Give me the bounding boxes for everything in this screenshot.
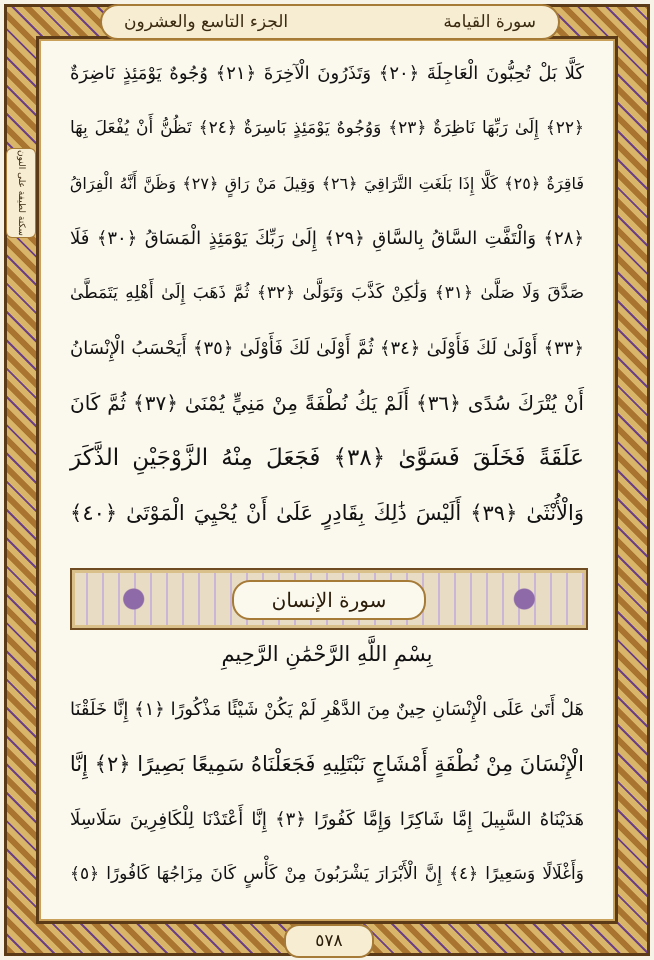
text-line: أَنْ يُتْرَكَ سُدًى ﴿٣٦﴾ أَلَمْ يَكُ نُطْفَةً مِنْ مَنِيٍّ يُمْنَىٰ ﴿٣٧﴾ ثُمَّ كَانَ [70, 391, 584, 415]
page-number-text: ٥٧٨ [315, 931, 343, 951]
text-line: وَأَغْلَالًا وَسَعِيرًا ﴿٤﴾ إِنَّ الْأَبْرَارَ يَشْرَبُونَ مِنْ كَأْسٍ كَانَ مِزَاجُهَا كَافُورًا ﴿٥﴾ [70, 864, 584, 884]
text-line: صَدَّقَ وَلَا صَلَّىٰ ﴿٣١﴾ وَلَٰكِنْ كَذَّبَ وَتَوَلَّىٰ ﴿٣٢﴾ ثُمَّ ذَهَبَ إِلَىٰ أَهْلِهِ يَتَمَطَّىٰ [70, 283, 584, 303]
margin-note-text: سكتة لطيفة على النون [16, 150, 26, 236]
margin-note [6, 148, 36, 238]
surah-name-header: سورة القيامة [443, 12, 536, 32]
surah-title: سورة الإنسان [271, 588, 387, 612]
text-line: عَلَقَةً فَخَلَقَ فَسَوَّىٰ ﴿٣٨﴾ فَجَعَلَ مِنْهُ الزَّوْجَيْنِ الذَّكَرَ [70, 445, 585, 471]
text-line: هَدَيْنَاهُ السَّبِيلَ إِمَّا شَاكِرًا وَإِمَّا كَفُورًا ﴿٣﴾ إِنَّا أَعْتَدْنَا لِلْكَافِرِينَ سَلَاسِلَا [70, 809, 584, 830]
text-line: وَالْأُنْثَىٰ ﴿٣٩﴾ أَلَيْسَ ذَٰلِكَ بِقَادِرٍ عَلَىٰ أَنْ يُحْيِيَ الْمَوْتَىٰ ﴿٤٠﴾ [70, 501, 584, 525]
text-line: كَلَّا بَلْ تُحِبُّونَ الْعَاجِلَةَ ﴿٢٠﴾ وَتَذَرُونَ الْآخِرَةَ ﴿٢١﴾ وُجُوهٌ يَوْمَئِذٍ نَاضِرَةٌ [70, 63, 584, 84]
text-line: الْإِنْسَانَ مِنْ نُطْفَةٍ أَمْشَاجٍ نَبْتَلِيهِ فَجَعَلْنَاهُ سَمِيعًا بَصِيرًا ﴿٢﴾ إِنَّا [69, 752, 584, 776]
verses-bottom [70, 682, 584, 902]
text-line: ﴿٣٣﴾ أَوْلَىٰ لَكَ فَأَوْلَىٰ ﴿٣٤﴾ ثُمَّ أَوْلَىٰ لَكَ فَأَوْلَىٰ ﴿٣٥﴾ أَيَحْسَبُ الْإِنْسَانُ [70, 338, 585, 359]
page-number [284, 924, 374, 958]
text-line: ﴿٢٢﴾ إِلَىٰ رَبِّهَا نَاظِرَةٌ ﴿٢٣﴾ وَوُجُوهٌ يَوْمَئِذٍ بَاسِرَةٌ ﴿٢٤﴾ تَظُنُّ أَنْ يُفْعَلَ بِهَا [70, 118, 584, 138]
page-header [100, 4, 560, 40]
basmala [70, 632, 584, 676]
verses-top [70, 46, 584, 541]
basmala-text: بِسْمِ اللَّهِ الرَّحْمَٰنِ الرَّحِيمِ [221, 642, 433, 666]
surah-title-cartouche [232, 580, 426, 620]
text-line: فَاقِرَةٌ ﴿٢٥﴾ كَلَّا إِذَا بَلَغَتِ التَّرَاقِيَ ﴿٢٦﴾ وَقِيلَ مَنْ رَاقٍ ﴿٢٧﴾ وَظَنَّ أَنَّهُ الْفِرَاقُ [70, 174, 585, 193]
surah-banner [70, 568, 588, 630]
text-line: هَلْ أَتَىٰ عَلَى الْإِنْسَانِ حِينٌ مِنَ الدَّهْرِ لَمْ يَكُنْ شَيْئًا مَذْكُورًا ﴿١﴾ إِنَّا خَلَقْنَا [70, 699, 584, 720]
juz-name-header: الجزء التاسع والعشرون [124, 12, 289, 32]
text-line: ﴿٢٨﴾ وَالْتَفَّتِ السَّاقُ بِالسَّاقِ ﴿٢٩﴾ إِلَىٰ رَبِّكَ يَوْمَئِذٍ الْمَسَاقُ ﴿٣٠﴾ فَلَا [70, 228, 584, 249]
